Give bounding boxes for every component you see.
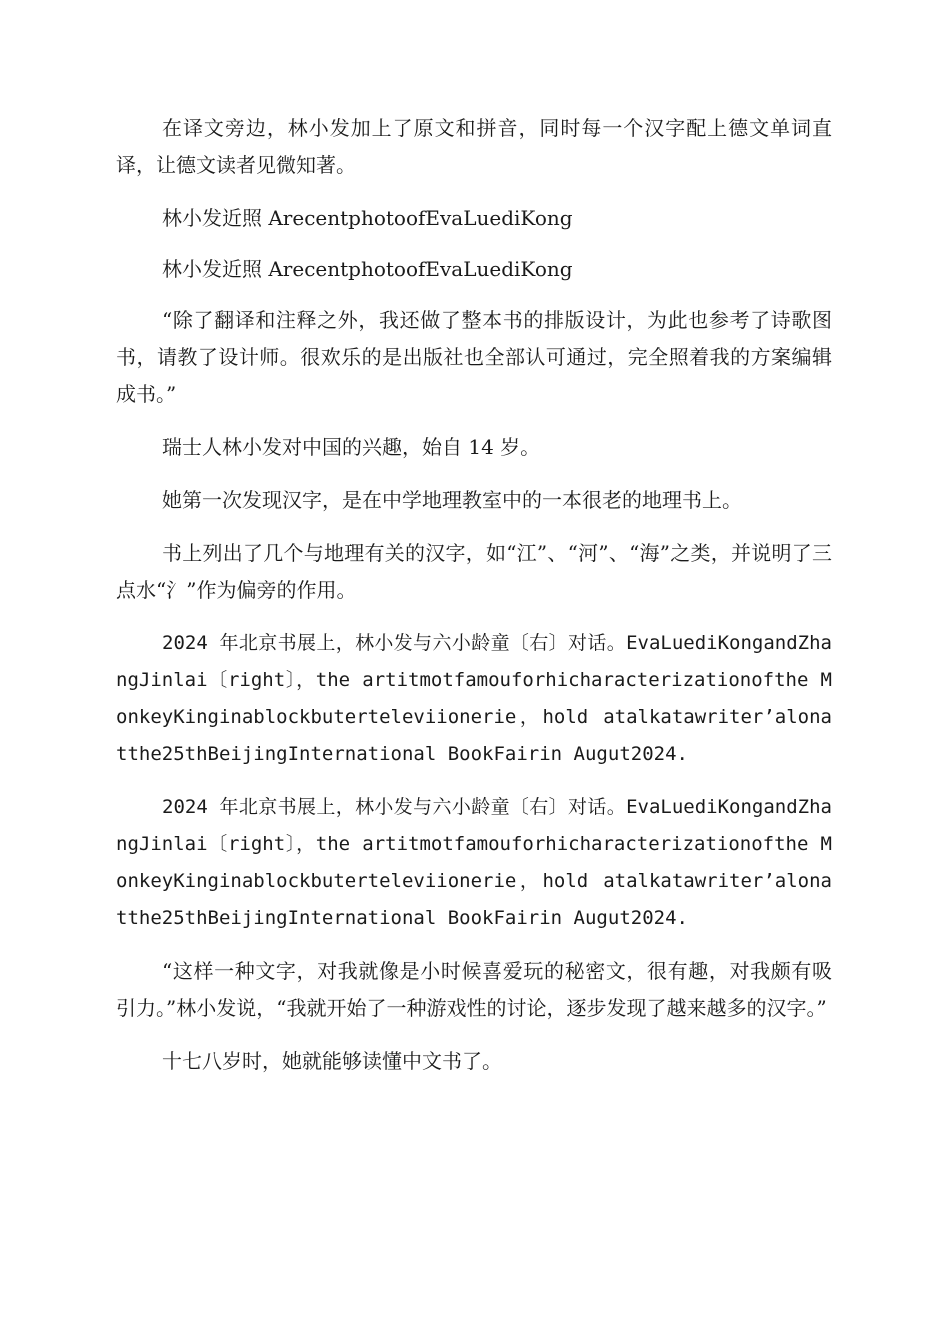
photo-caption: 林小发近照 ArecentphotoofEvaLuediKong — [162, 206, 573, 230]
paragraph-quote-design: “除了翻译和注释之外，我还做了整本书的排版设计，为此也参考了诗歌图书，请教了设计师。很欢乐的是出版社也全部认可通过，完全照着我的方案编辑成书。” — [116, 308, 832, 406]
paragraph-interest-age: 瑞士人林小发对中国的兴趣，始自 14 岁。 — [162, 435, 541, 459]
paragraph-first-discovery: 她第一次发现汉字，是在中学地理教室中的一本很老的地理书上。 — [162, 488, 742, 512]
paragraph-reading-chinese: 十七八岁时，她就能够读懂中文书了。 — [162, 1049, 502, 1073]
paragraph-translation-notes: 在译文旁边，林小发加上了原文和拼音，同时每一个汉字配上德文单词直译，让德文读者见微知著。 — [116, 116, 832, 177]
document-page — [116, 110, 832, 1096]
paragraph-quote-secret-script: “这样一种文字，对我就像是小时候喜爱玩的秘密文，很有趣，对我颇有吸引力。”林小发说，“我就开始了一种游戏性的讨论，逐步发现了越来越多的汉字。” — [116, 959, 832, 1020]
photo-caption-book-fair: 2024 年北京书展上，林小发与六小龄童〔右〕对话。EvaLuediKongandZhangJinlai〔right〕，the artitmotfamouforhicharacterizationofthe MonkeyKinginablockbuterteleviionerie，hold atalkatawriter’alonatthe25thBeijingInternational BookFairin Augut2024. — [116, 632, 832, 765]
paragraph-geography-book: 书上列出了几个与地理有关的汉字，如“江”、“河”、“海”之类，并说明了三点水“氵”作为偏旁的作用。 — [116, 541, 832, 602]
photo-caption: 林小发近照 ArecentphotoofEvaLuediKong — [162, 257, 573, 281]
photo-caption-book-fair: 2024 年北京书展上，林小发与六小龄童〔右〕对话。EvaLuediKongandZhangJinlai〔right〕，the artitmotfamouforhicharacterizationofthe MonkeyKinginablockbuterteleviionerie，hold atalkatawriter’alonatthe25thBeijingInternational BookFairin Augut2024. — [116, 796, 832, 929]
